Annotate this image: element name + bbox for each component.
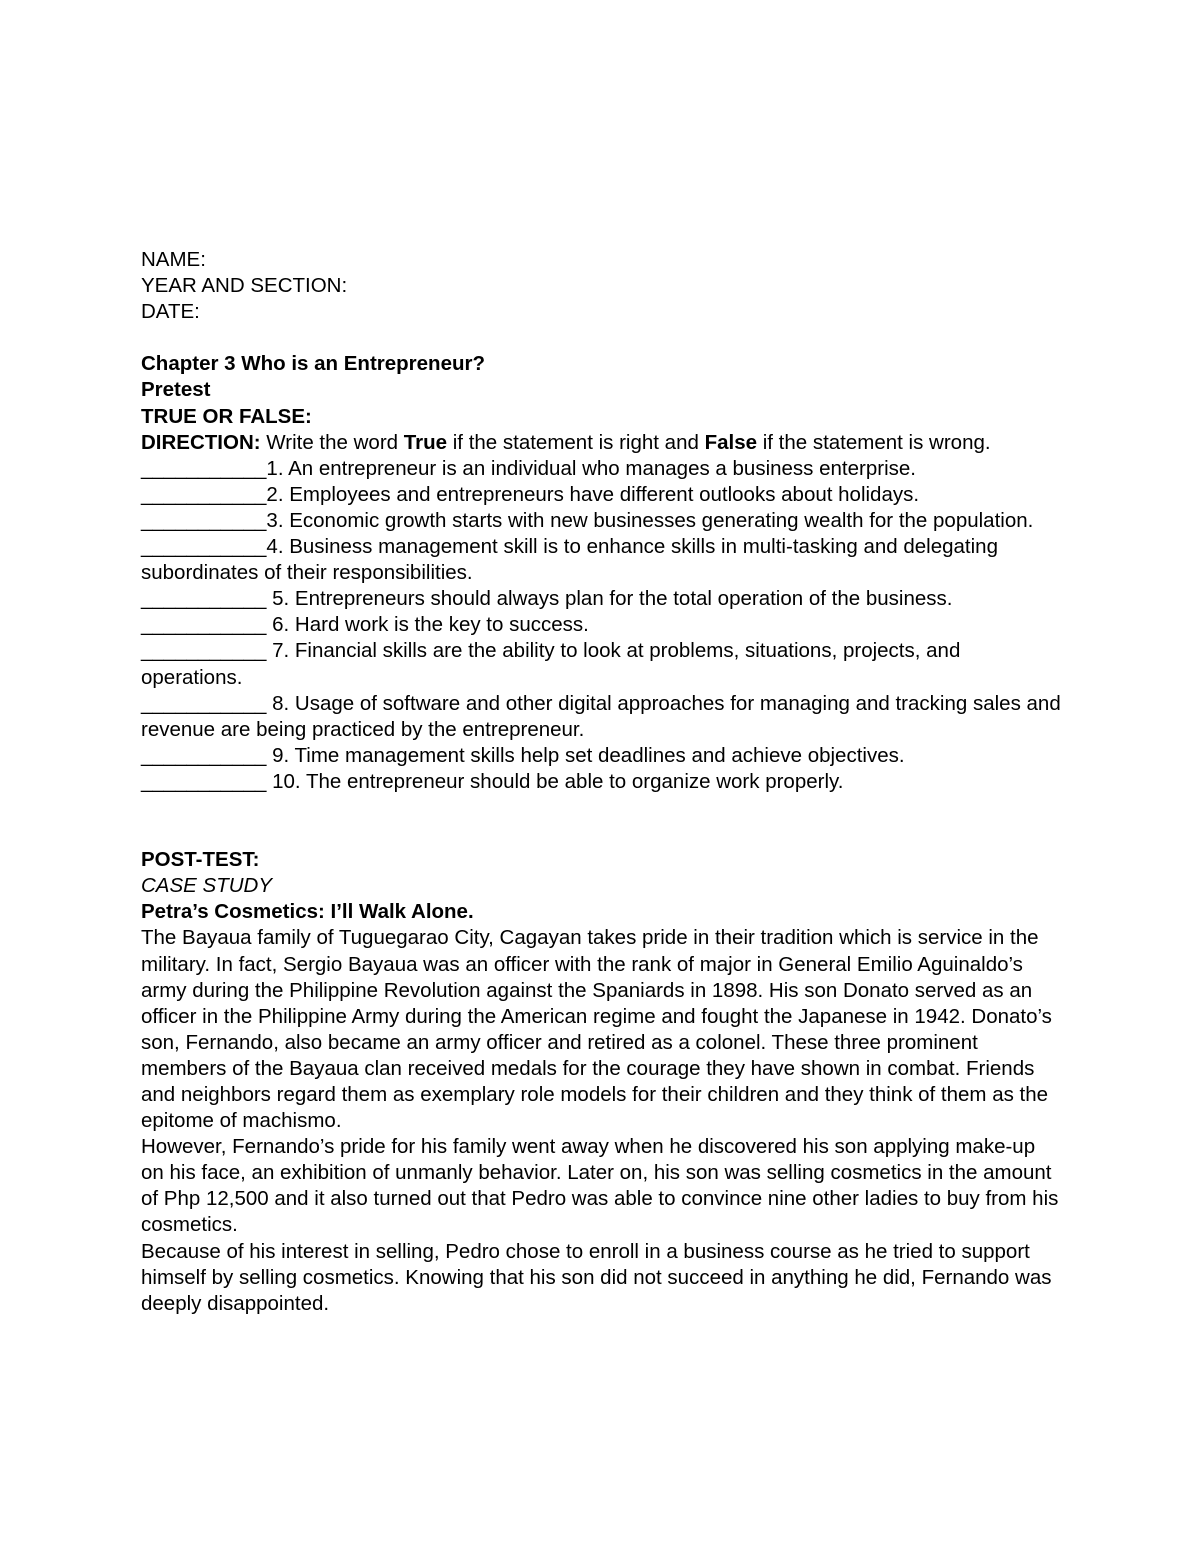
list-item bbox=[141, 508, 1061, 534]
spacer bbox=[141, 325, 1061, 351]
answer-blank: ___________ bbox=[141, 587, 267, 611]
answer-blank: ___________ bbox=[141, 691, 267, 715]
pretest-heading: Pretest bbox=[141, 378, 211, 402]
list-item bbox=[141, 691, 1061, 743]
direction-part2: if the statement is right and bbox=[447, 430, 705, 454]
list-item bbox=[141, 534, 1061, 586]
list-item bbox=[141, 638, 1061, 690]
posttest-heading: POST-TEST: bbox=[141, 848, 260, 872]
statement-text: 10. The entrepreneur should be able to organize work properly. bbox=[266, 769, 844, 793]
answer-blank: ___________ bbox=[141, 508, 267, 532]
answer-blank: ___________ bbox=[141, 769, 267, 793]
list-item bbox=[141, 482, 1061, 508]
answer-blank: ___________ bbox=[141, 535, 267, 559]
direction-false: False bbox=[704, 430, 757, 454]
name-label: NAME: bbox=[141, 248, 206, 271]
year-section-label: YEAR AND SECTION: bbox=[141, 274, 348, 298]
case-study-subheading: CASE STUDY bbox=[141, 874, 272, 898]
spacer bbox=[141, 795, 1061, 821]
statement-text: 7. Financial skills are the ability to look at problems, situations, projects, and operations. bbox=[141, 639, 961, 689]
answer-blank: ___________ bbox=[141, 613, 267, 637]
spacer bbox=[141, 821, 1061, 847]
answer-blank: ___________ bbox=[141, 456, 267, 480]
statement-text: 6. Hard work is the key to success. bbox=[266, 613, 589, 637]
statement-text: 5. Entrepreneurs should always plan for the total operation of the business. bbox=[266, 587, 953, 611]
list-item bbox=[141, 586, 1061, 612]
direction-true: True bbox=[403, 430, 448, 454]
direction bbox=[141, 430, 1061, 456]
case-paragraph: However, Fernando’s pride for his family went away when he discovered his son applying make-up on his face, an exhibition of unmanly behavior. Later on, his son was selling cosmetics in the amount of Php 12,500 and it also turned out that Pedro was able to convince nine other ladies to buy from his cosmetics. bbox=[141, 1135, 1059, 1237]
case-title: Petra’s Cosmetics: I’ll Walk Alone. bbox=[141, 900, 474, 924]
statement-text: 8. Usage of software and other digital approaches for managing and tracking sales and revenue are being practiced by the entrepreneur. bbox=[141, 691, 1061, 741]
answer-blank: ___________ bbox=[141, 743, 267, 767]
pretest-items bbox=[141, 456, 1061, 795]
list-item bbox=[141, 456, 1061, 482]
true-false-heading: TRUE OR FALSE: bbox=[141, 404, 312, 428]
chapter-title: Chapter 3 Who is an Entrepreneur? bbox=[141, 352, 485, 376]
direction-part3: if the statement is wrong. bbox=[757, 430, 991, 454]
case-paragraph: The Bayaua family of Tuguegarao City, Cagayan takes pride in their tradition which is service in the military. In fact, Sergio Bayaua was an officer with the rank of major in General Emilio Aguinaldo’s army during the Philippine Revolution against the Spaniards in 1898. His son Donato served as an officer in the Philippine Army during the American regime and fought the Japanese in 1942. Donato’s son, Fernando, also became an army officer and retired as a colonel. These three prominent members of the Bayaua clan received medals for the courage they have shown in combat. Friends and neighbors regard them as exemplary role models for their children and they think of them as the epitome of machismo. bbox=[141, 926, 1052, 1133]
list-item bbox=[141, 743, 1061, 769]
statement-text: 3. Economic growth starts with new businesses generating wealth for the population. bbox=[266, 508, 1034, 532]
direction-label: DIRECTION: bbox=[141, 430, 261, 454]
statement-text: 1. An entrepreneur is an individual who manages a business enterprise. bbox=[266, 456, 916, 480]
answer-blank: ___________ bbox=[141, 639, 267, 663]
statement-text: 4. Business management skill is to enhance skills in multi-tasking and delegating subordinates of their responsibilities. bbox=[141, 535, 998, 585]
statement-text: 9. Time management skills help set deadlines and achieve objectives. bbox=[266, 743, 905, 767]
answer-blank: ___________ bbox=[141, 482, 267, 506]
list-item bbox=[141, 769, 1061, 795]
case-paragraph: Because of his interest in selling, Pedro chose to enroll in a business course as he tried to support himself by selling cosmetics. Knowing that his son did not succeed in anything he did, Fernando was deeply disappointed. bbox=[141, 1239, 1052, 1315]
direction-part1: Write the word bbox=[260, 430, 404, 454]
list-item bbox=[141, 612, 1061, 638]
statement-text: 2. Employees and entrepreneurs have different outlooks about holidays. bbox=[266, 482, 920, 506]
document-page bbox=[141, 247, 1061, 1317]
date-label: DATE: bbox=[141, 300, 200, 324]
